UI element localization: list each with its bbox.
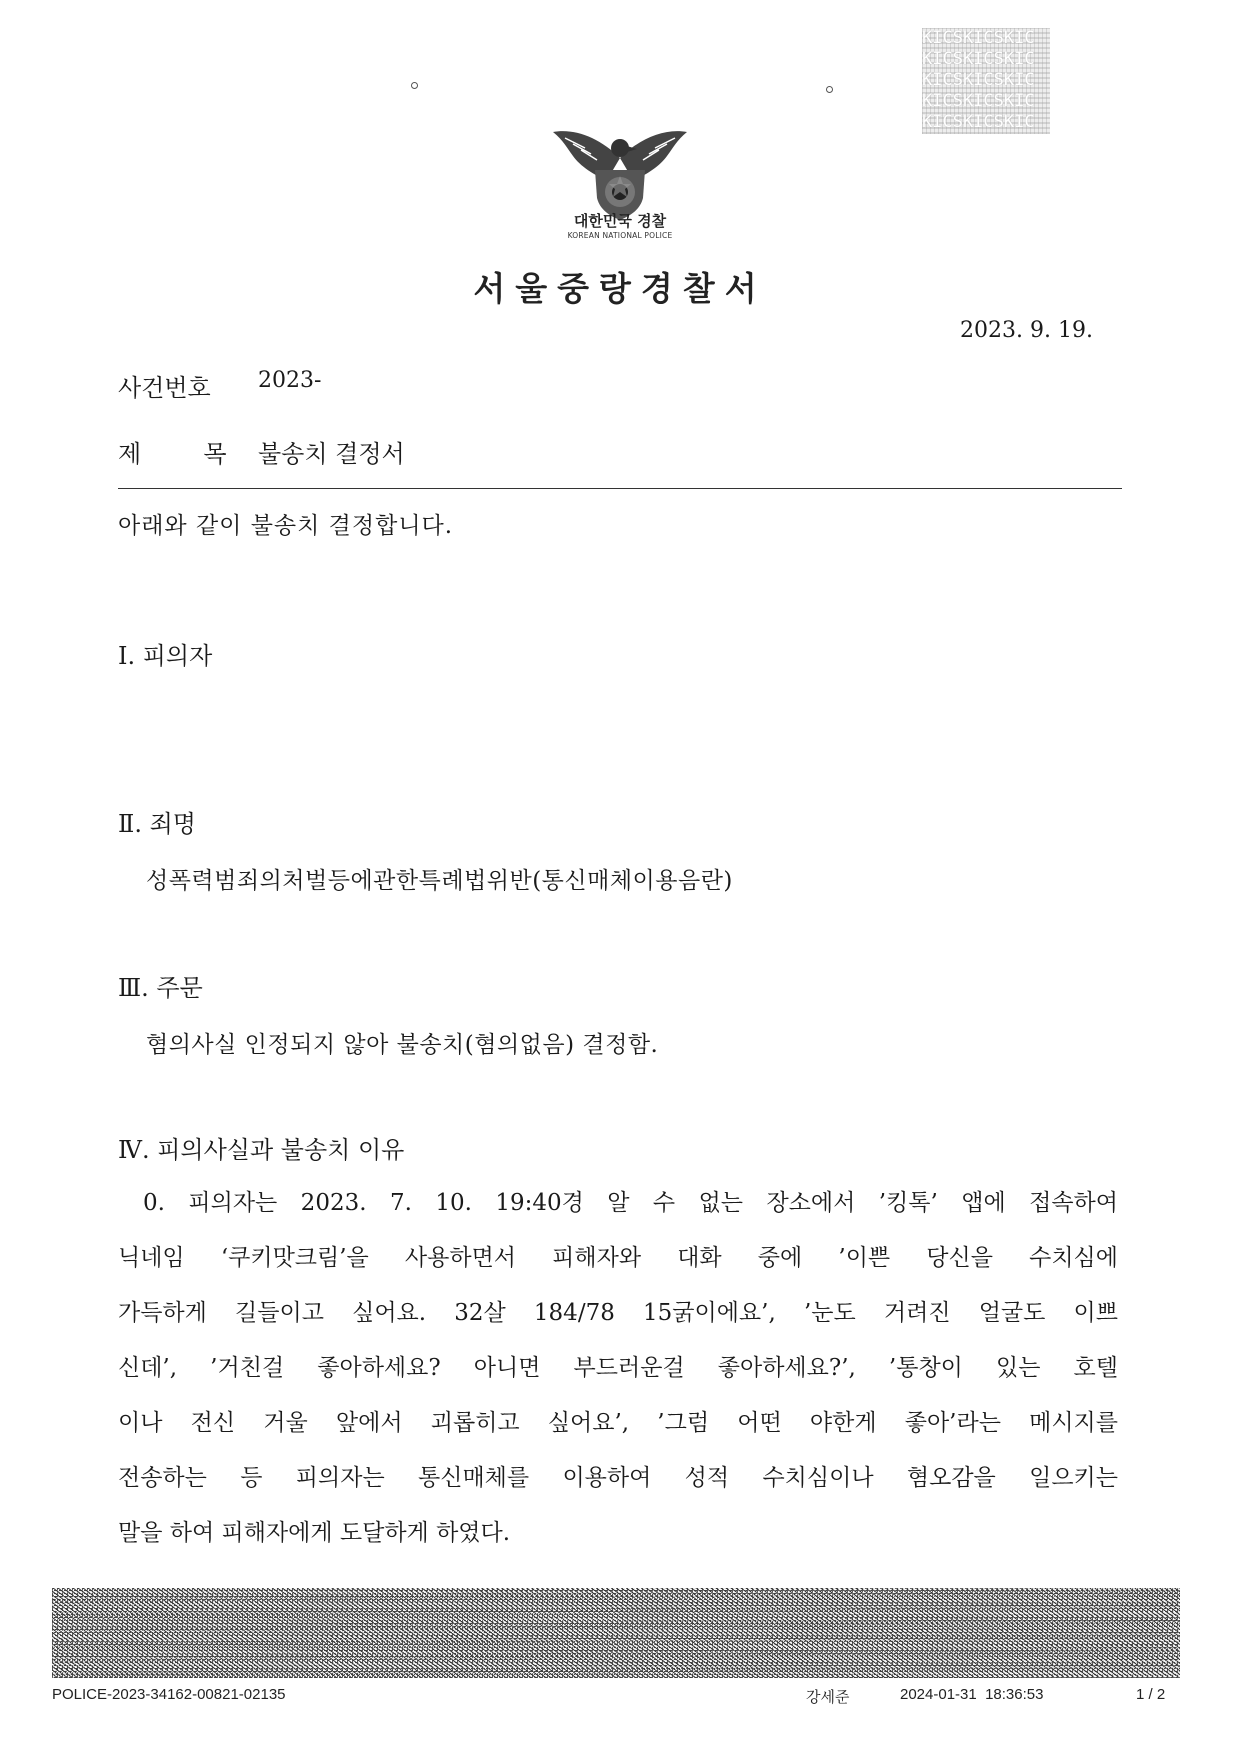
paragraph-line: 말을 하여 피해자에게 도달하게 하였다. (118, 1520, 511, 1546)
punch-dot-right (826, 86, 833, 93)
punch-dot-left (411, 82, 418, 89)
paragraph-line: 신데’, ’거친걸 좋아하세요? 아니면 부드러운걸 좋아하세요?’, ’통창이 있는 호텔 (118, 1355, 1118, 1381)
reason-paragraph (118, 1176, 1118, 1561)
paragraph-line: 0. 피의자는 2023. 7. 10. 19:40경 알 수 없는 장소에서 ’킹톡’ 앱에 접속하여 (143, 1190, 1118, 1216)
subject-label: 제 목 (118, 440, 231, 468)
watermark-line: KICSKICSKIC (922, 112, 1035, 132)
section-heading-reason: Ⅳ. 피의사실과 불송치 이유 (118, 1136, 405, 1164)
section-heading-order: Ⅲ. 주문 (118, 974, 203, 1002)
footer-printed-at: 2024-01-31 18:36:53 (900, 1686, 1044, 1703)
charge-text: 성폭력범죄의처벌등에관한특례법위반(통신매체이용음란) (146, 868, 733, 894)
document-date: 2023. 9. 19. (960, 318, 1093, 343)
paragraph-line: 이나 전신 거울 앞에서 괴롭히고 싶어요’, ’그럼 어떤 야한게 좋아’라는 메시지를 (118, 1410, 1118, 1436)
section-heading-suspect: Ⅰ. 피의자 (118, 642, 213, 670)
header-divider (118, 488, 1122, 489)
emblem-name-english: KOREAN NATIONAL POLICE (567, 231, 673, 240)
footer-page-number: 1 / 2 (1136, 1686, 1166, 1703)
paragraph-line: 가득하게 길들이고 싶어요. 32살 184/78 15굵이에요’, ’눈도 거려진 얼굴도 이쁘 (118, 1300, 1118, 1326)
watermark-line: KICSKICSKIC (922, 28, 1035, 48)
security-watermark (922, 28, 1050, 134)
subject-value: 불송치 결정서 (258, 440, 405, 468)
footer-printed-by: 강세준 (806, 1689, 850, 1706)
intro-statement: 아래와 같이 불송치 결정합니다. (118, 513, 454, 539)
order-text: 혐의사실 인정되지 않아 불송치(혐의없음) 결정함. (146, 1032, 659, 1058)
paragraph-line: 전송하는 등 피의자는 통신매체를 이용하여 성적 수치심이나 혐오감을 일으키는 (118, 1465, 1118, 1491)
organization-title: 서울중랑경찰서 (473, 269, 767, 308)
emblem-name-korean: 대한민국 경찰 (573, 212, 667, 230)
case-number-value: 2023- (258, 368, 322, 393)
section-heading-charge: Ⅱ. 죄명 (118, 810, 196, 838)
footer-document-id: POLICE-2023-34162-00821-02135 (52, 1686, 286, 1703)
watermark-line: KICSKICSKIC (922, 70, 1035, 90)
paragraph-line: 닉네임 ‘쿠키맛크림’을 사용하면서 피해자와 대화 중에 ’이쁜 당신을 수치심에 (118, 1245, 1118, 1271)
watermark-line: KICSKICSKIC (922, 91, 1035, 111)
watermark-line: KICSKICSKIC (922, 49, 1035, 69)
case-number-label: 사건번호 (118, 374, 211, 402)
security-barcode-band (52, 1588, 1180, 1678)
